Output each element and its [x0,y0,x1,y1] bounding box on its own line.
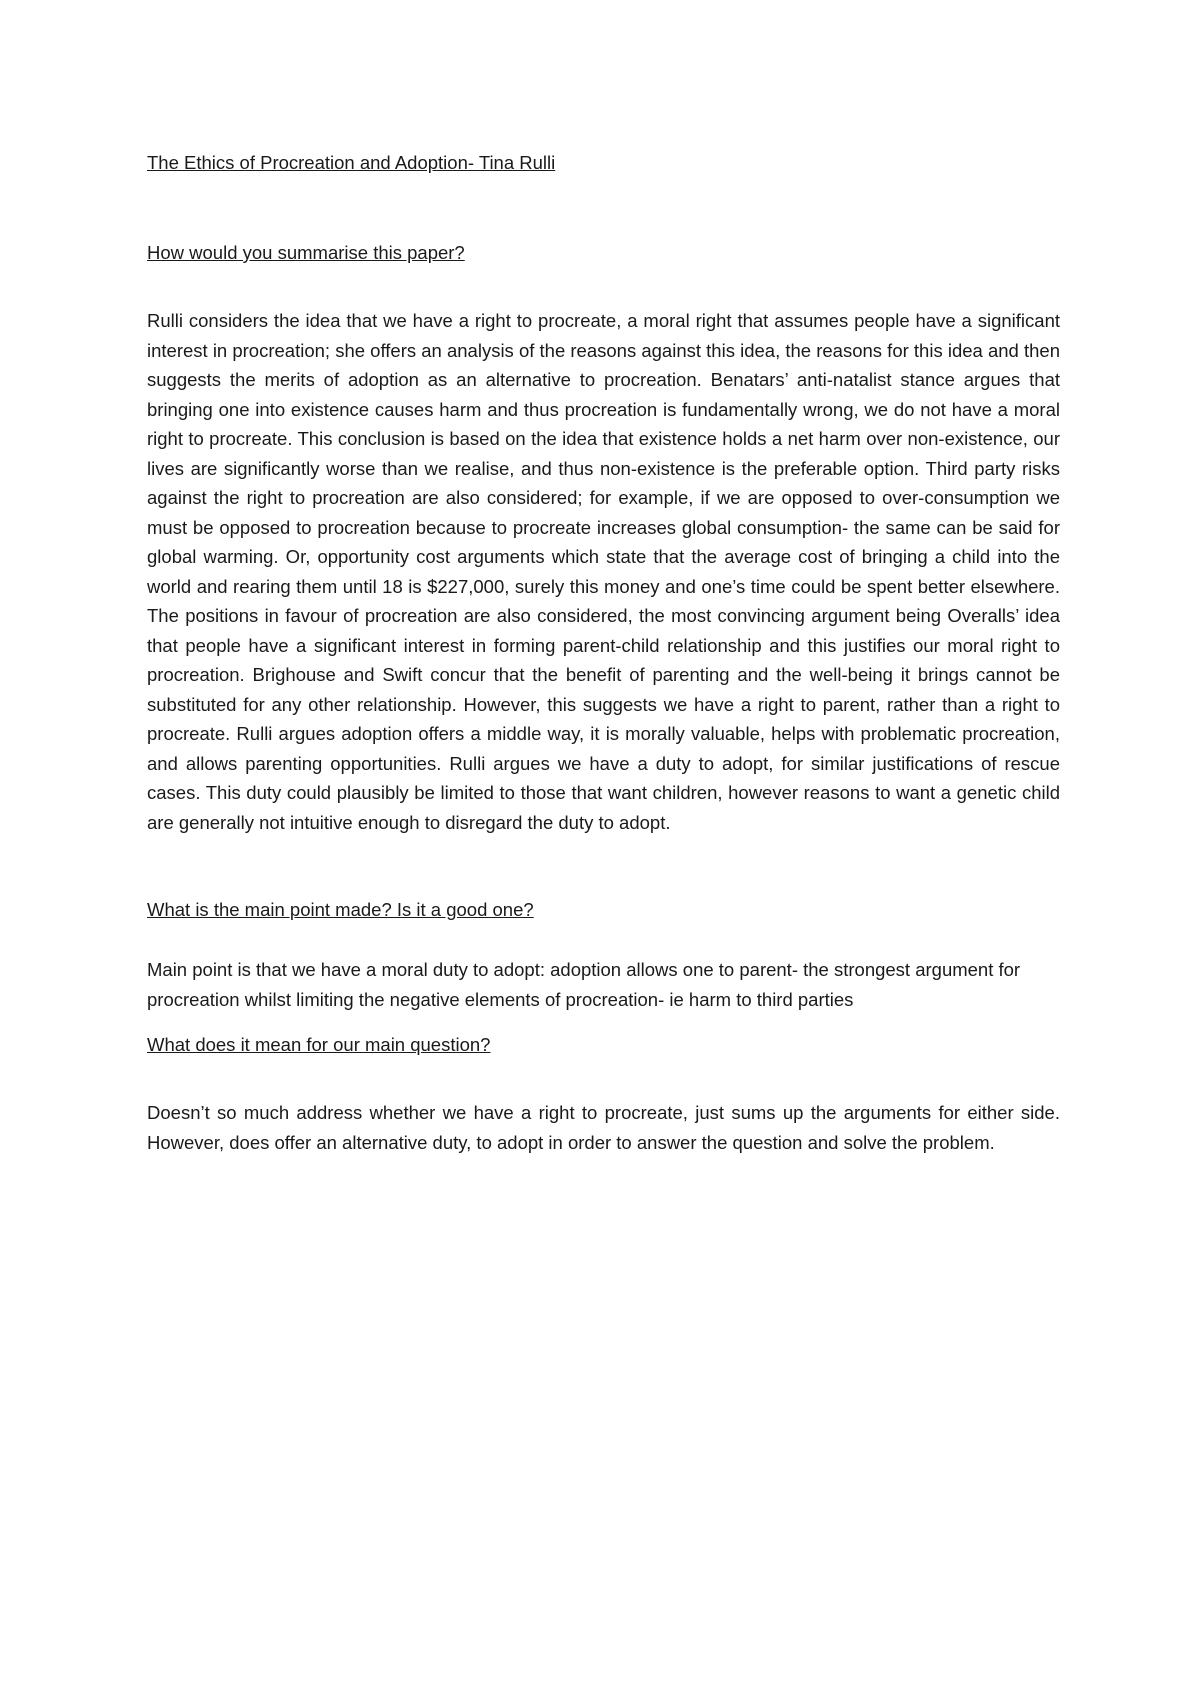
section-heading-main-question: What does it mean for our main question? [147,1034,491,1055]
document-title: The Ethics of Procreation and Adoption- Tina Rulli [147,152,556,173]
section-body-summary: Rulli considers the idea that we have a right to procreate, a moral right that assumes people have a significant interest in procreation; she offers an analysis of the reasons against this idea, the reasons for this idea and then suggests the merits of adoption as an alternative to procreation. Benatars’ anti-natalist stance argues that bringing one into existence causes harm and thus procreation is fundamentally wrong, we do not have a moral right to procreate. This conclusion is based on the idea that existence holds a net harm over non-existence, our lives are significantly worse than we realise, and thus non-existence is the preferable option. Third party risks against the right to procreation are also considered; for example, if we are opposed to over-consumption we must be opposed to procreation because to procreate increases global consumption- the same can be said for global warming. Or, opportunity cost arguments which state that the average cost of bringing a child into the world and rearing them until 18 is $227,000, surely this money and one’s time could be spent better elsewhere. The positions in favour of procreation are also considered, the most convincing argument being Overalls’ idea that people have a significant interest in forming parent-child relationship and this justifies our moral right to procreation. Brighouse and Swift concur that the benefit of parenting and the well-being it brings cannot be substituted for any other relationship. However, this suggests we have a right to parent, rather than a right to procreate. Rulli argues adoption offers a middle way, it is morally valuable, helps with problematic procreation, and allows parenting opportunities. Rulli argues we have a duty to adopt, for similar justifications of rescue cases. This duty could plausibly be limited to those that want children, however reasons to want a genetic child are generally not intuitive enough to disregard the duty to adopt. [147,310,1060,833]
document-content [147,148,1060,1157]
section-heading-summary: How would you summarise this paper? [147,242,465,263]
section-body-main-question: Doesn’t so much address whether we have a right to procreate, just sums up the arguments for either side. However, does offer an alternative duty, to adopt in order to answer the question and solve the problem. [147,1102,1060,1153]
section-heading-main-point: What is the main point made? Is it a good one? [147,899,534,920]
section-body-main-point: Main point is that we have a moral duty to adopt: adoption allows one to parent- the strongest argument for procreation whilst limiting the negative elements of procreation- ie harm to third parties [147,959,1021,1010]
